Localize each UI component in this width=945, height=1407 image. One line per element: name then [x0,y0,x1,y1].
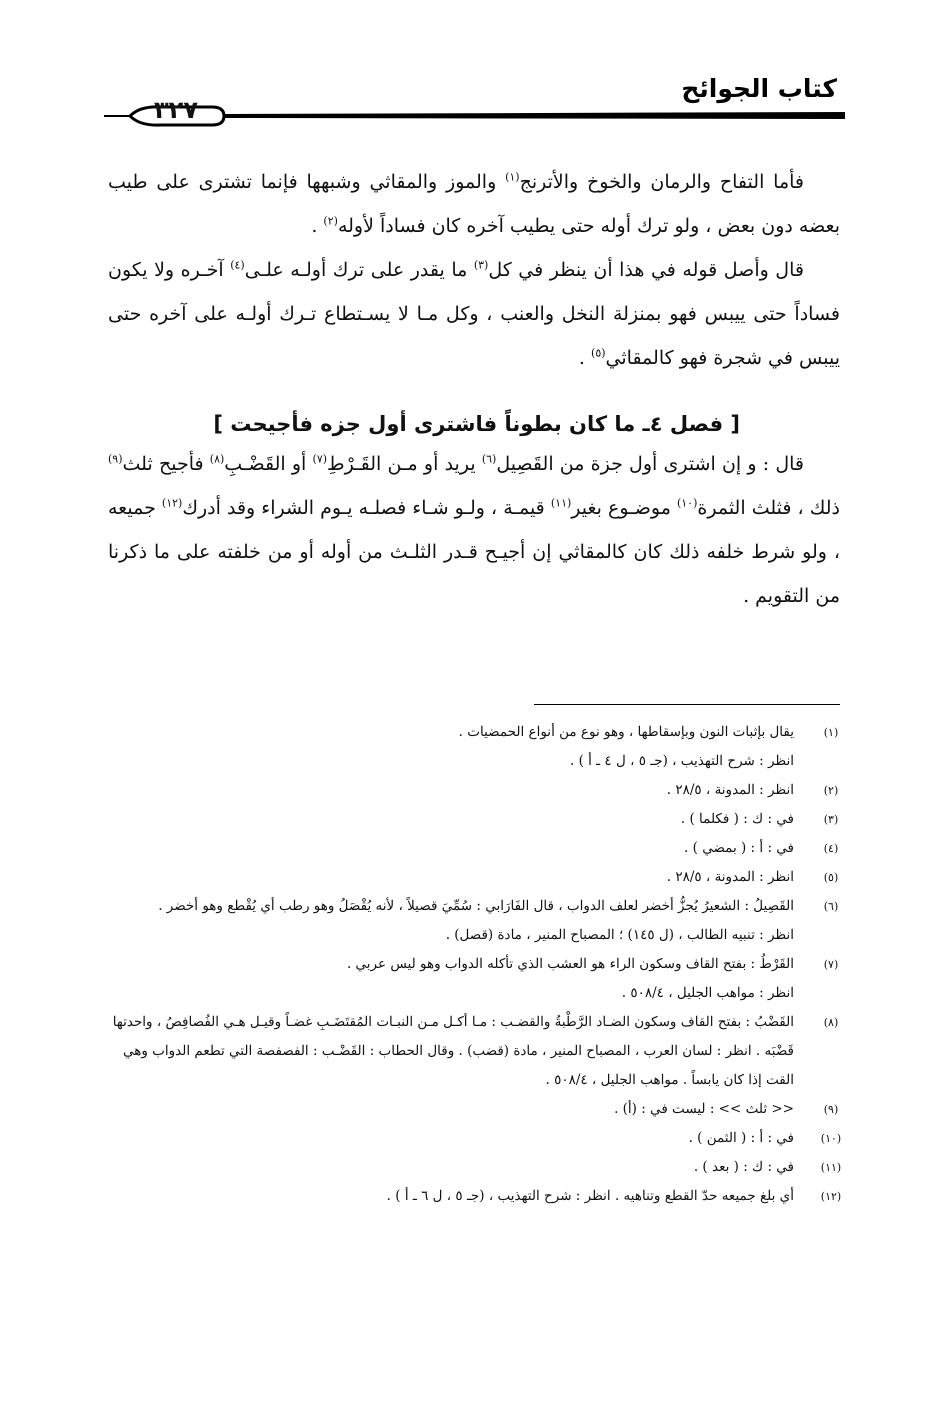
text-run: قيمـة ، ولـو شـاء فصلـه يـوم الشراء وقد أدرك [182,497,551,519]
book-title: كتاب الجوائح [681,74,837,103]
footnote-number: (٩) [823,1103,839,1116]
footnote-number: (١٢) [820,1190,842,1203]
footnote-number: (٦) [823,900,839,913]
footnote-marker: (١) [505,170,520,184]
footnote-marker: (٤) [230,258,245,272]
footnote-marker: (١٢) [161,496,183,510]
footnote-marker: (٧) [312,452,328,466]
text-run: فأما التفاح والرمان والخوخ والأترنج [519,171,804,193]
page-number: ٣٢٧ [154,96,198,124]
section-paragraph [108,442,840,618]
main-text [108,160,840,618]
footnote [100,805,846,834]
page-header [0,0,945,140]
footnote-number: (٤) [823,842,839,855]
footnote [100,776,846,805]
text-run: قال : و إن اشترى أول جزة من القَصِيل [496,453,805,475]
footnote-number: (١١) [820,1161,842,1174]
text-run: موضـوع بغير [571,497,677,519]
footnote-number: (٧) [823,958,839,971]
footnote-text: القَضْبُ : بفتح القاف وسكون الضـاد الرَّطْبةُ والقضـب : مـا أكـل مـن النبـات المُقتَضَـبِ غضـاً وقيـل هـي الفُصافِصُ ، واحدتها قَضْبَه . انظر : لسان العرب ، المصباح المنير ، مادة (قضب) . وقال الحطاب : القَضْـب : الفصفصة التي تطعم الدواب وهي القت إذا كان يابساً . مواهب الجليل ، ٥٠٨/٤ . [112,1014,794,1088]
body-paragraph [108,248,840,380]
footnote [100,1095,846,1124]
footnote-text: انظر : شرح التهذيب ، (جـ ٥ ، ل ٤ ـ أ ) . [569,753,794,769]
footnote-text: أي بلغ جميعه حدّ القطع وتناهيه . انظر : شرح التهذيب ، (جـ ٥ ، ل ٦ ـ أ ) . [386,1188,794,1204]
footnote-text: في : أ : ( بمضي ) . [684,840,794,856]
text-run: والموز والمقاثي وشبهها فإنما تشترى على طيب بعضه دون بعض ، ولو ترك أوله حتى يطيب آخره كان فساداً لأوله [108,171,840,237]
footnote [100,834,846,863]
footnote-marker: (٢) [323,214,338,228]
footnote [100,1182,846,1211]
text-run: ذلك ، فثلث الثمرة [697,497,841,519]
body-paragraphs [108,160,840,380]
footnote-number: (٢) [823,784,839,797]
footnote-number: (٥) [823,871,839,884]
text-run: . [578,347,592,369]
footnote-divider [534,704,840,705]
text-run: ما يقدر على ترك أولـه علـى [244,259,474,281]
footnote-text: في : أ : ( الثمن ) . [688,1130,794,1146]
footnote-marker: (٥) [591,346,606,360]
text-run: قال وأصل قوله في هذا أن ينظر في كل [488,259,804,281]
footnote [100,1153,846,1182]
footnote-number: (٨) [823,1016,839,1029]
footnotes [100,718,846,1211]
footnote-text: يقال بإثبات النون وبإسقاطها ، وهو نوع من أنواع الحمضيات . [458,724,794,740]
footnote-number: (١) [823,726,839,739]
footnote [100,718,846,776]
footnote-marker: (٣) [473,258,489,272]
footnote [100,1124,846,1153]
footnote-marker: (١١) [550,496,572,510]
footnote-text: القَصِيلُ : الشعيرُ يُجزُّ أخضر لعلف الدواب ، قال الفَارَابي : سُمِّيَ قصيلاً ، لأنه يُقْصَلُ وهو رطب أي يُقْطع وهو أخضر . [158,898,794,914]
section-paragraphs [108,442,840,618]
footnote [100,892,846,950]
footnote-text: انظر : مواهب الجليل ، ٥٠٨/٤ . [621,985,794,1001]
footnote-text: انظر : المدونة ، ٢٨/٥ . [666,869,794,885]
footnote [100,863,846,892]
footnote [100,950,846,1008]
footnote-text: في : ك : ( بعد ) . [693,1159,794,1175]
section-heading: [ فصل ٤ـ ما كان بطوناً فاشترى أول جزه فأجيحت ] [213,412,740,436]
footnote-text: انظر : تنبيه الطالب ، (ل ١٤٥) ؛ المصباح المنير ، مادة (قصل) . [445,927,794,943]
text-run: جميعه ، ولو شرط خلفه ذلك كان كالمقاثي إن أجيـح قـدر الثلـث من أوله أو من خلفته على ما ذكرنا من التقويم . [108,497,840,607]
footnote-number: (١٠) [820,1132,842,1145]
footnote-text: << ثلث >> : ليست في : (أ) . [614,1101,794,1117]
text-run: فأجيح ثلث [122,453,210,475]
footnote-marker: (٨) [209,452,225,466]
footnote-marker: (١٠) [676,496,698,510]
footnote-text: القَرْطُ : بفتح القاف وسكون الراء هو العشب الذي تأكله الدواب وهو ليس عربي . [346,956,794,972]
footnote-text: في : ك : ( فكلما ) . [680,811,794,827]
footnote-marker: (٩) [108,452,123,466]
text-run: . [311,215,324,237]
footnote [100,1008,846,1095]
footnote-text: انظر : المدونة ، ٢٨/٥ . [666,782,794,798]
footnote-marker: (٦) [481,452,497,466]
text-run: يريد أو مـن القَـرْطِ [327,453,482,475]
body-paragraph [108,160,840,248]
footnote-number: (٣) [823,813,839,826]
text-run: أو القَضْـبِ [224,453,313,475]
text-run: آخـره ولا يكون فساداً حتى ييبس فهو بمنزلة النخل والعنب ، وكل مـا لا يسـتطاع تـرك أولـه على آخره حتى ييبس في شجرة فهو كالمقاثي [108,259,840,369]
